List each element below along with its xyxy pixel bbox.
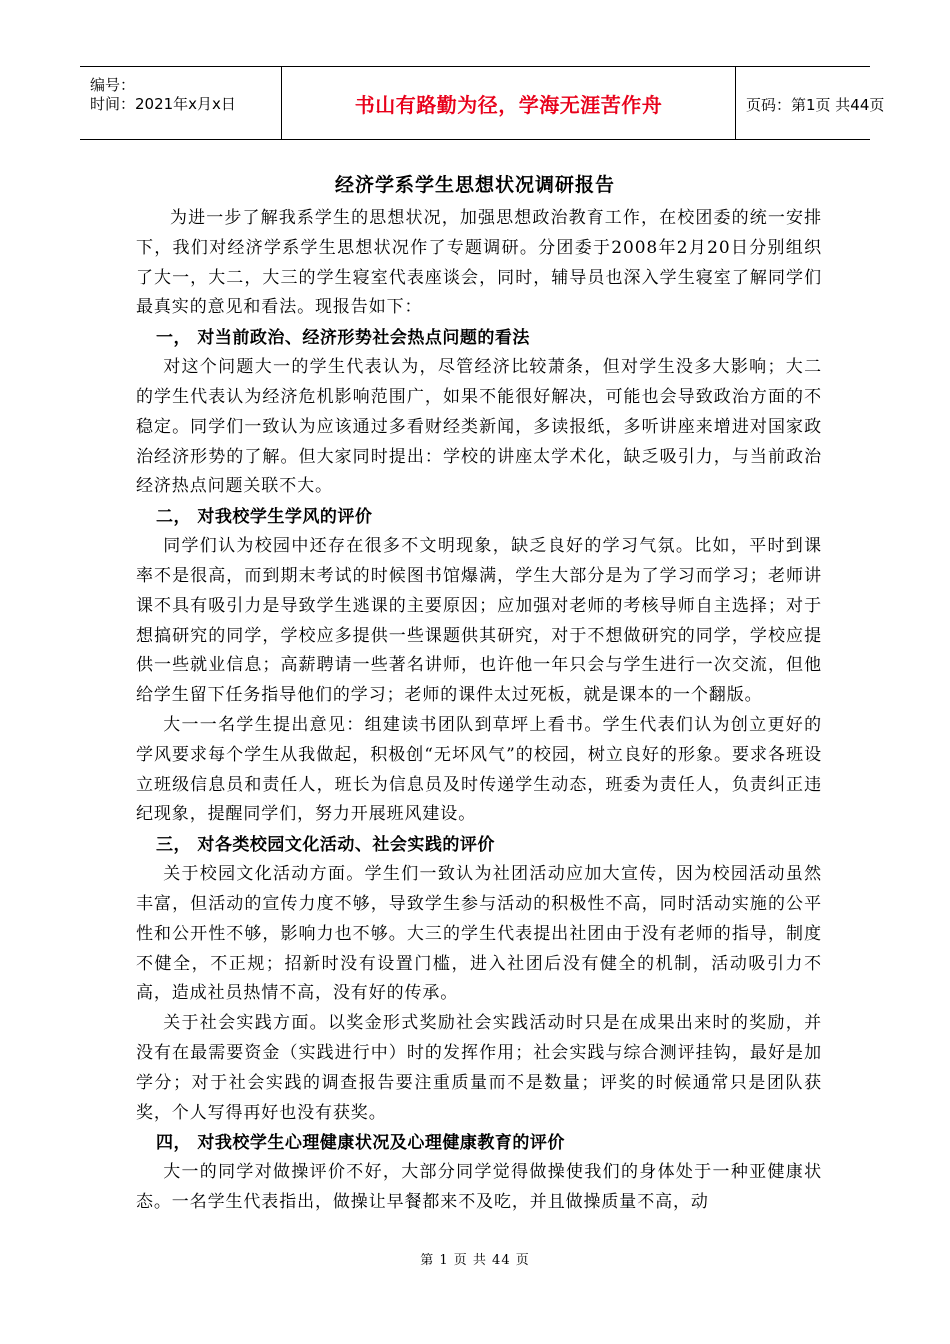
document-body (136, 204, 822, 1218)
section-2-heading: 二， 对我校学生学风的评价 (156, 507, 373, 528)
section-4-paragraph-1: 大一的同学对做操评价不好，大部分同学觉得做操使我们的身体处于一种亚健康状态。一名学生代表指出，做操让早餐都来不及吃，并且做操质量不高，动 (136, 1162, 822, 1213)
section-1-paragraph: 对这个问题大一的学生代表认为，尽管经济比较萧条，但对学生没多大影响；大二的学生代表认为经济危机影响范围广，如果不能很好解决，可能也会导致政治方面的不稳定。同学们一致认为应该通过多看财经类新闻，多读报纸，多听讲座来增进对国家政治经济形势的了解。但大家同时提出：学校的讲座太学术化，缺乏吸引力，与当前政治经济热点问题关联不大。 (136, 357, 822, 497)
document-time-label: 时间：2021年x月x日 (90, 95, 236, 113)
page-footer: 第 1 页 共 44 页 (420, 1253, 530, 1268)
header-page-info: 页码：第1页 共44页 (746, 96, 885, 114)
section-3-paragraph-2: 关于社会实践方面。以奖金形式奖励社会实践活动时只是在成果出来时的奖励，并没有在最需要资金（实践进行中）时的发挥作用；社会实践与综合测评挂钩，最好是加学分；对于社会实践的调查报告要注重质量而不是数量；评奖的时候通常只是团队获奖，个人写得再好也没有获奖。 (136, 1013, 822, 1123)
section-2-paragraph-1: 同学们认为校园中还存在很多不文明现象，缺乏良好的学习气氛。比如，平时到课率不是很高，而到期末考试的时候图书馆爆满，学生大部分是为了学习而学习；老师讲课不具有吸引力是导致学生逃课的主要原因；应加强对老师的考核导师自主选择；对于想搞研究的同学，学校应多提供一些课题供其研究，对于不想做研究的同学，学校应提供一些就业信息；高薪聘请一些著名讲师，也许他一年只会与学生进行一次交流，但他给学生留下任务指导他们的学习；老师的课件太过死板，就是课本的一个翻版。 (136, 536, 822, 706)
header-motto-cell (281, 67, 736, 139)
page-header (80, 66, 885, 140)
intro-paragraph: 为进一步了解我系学生的思想状况，加强思想政治教育工作，在校团委的统一安排下，我们对经济学系学生思想状况作了专题调研。分团委于2008年2月20日分别组织了大一，大二，大三的学生寝室代表座谈会，同时，辅导员也深入学生寝室了解同学们最真实的意见和看法。现报告如下： (136, 208, 822, 318)
section-4-heading: 四， 对我校学生心理健康状况及心理健康教育的评价 (156, 1133, 565, 1154)
section-3-paragraph-1: 关于校园文化活动方面。学生们一致认为社团活动应加大宣传，因为校园活动虽然丰富，但活动的宣传力度不够，导致学生参与活动的积极性不高，同时活动实施的公平性和公开性不够，影响力也不够。大三的学生代表提出社团由于没有老师的指导，制度不健全，不正规；招新时没有设置门槛，进入社团后没有健全的机制，活动吸引力不高，造成社员热情不高，没有好的传承。 (136, 864, 822, 1004)
header-left-cell (80, 67, 280, 139)
header-motto: 书山有路勤为径，学海无涯苦作舟 (354, 93, 663, 117)
document-code-label: 编号： (90, 76, 136, 94)
header-right-cell (736, 67, 885, 139)
section-3-heading: 三， 对各类校园文化活动、社会实践的评价 (156, 835, 495, 856)
section-2-paragraph-2: 大一一名学生提出意见：组建读书团队到草坪上看书。学生代表们认为创立更好的学风要求每个学生从我做起，积极创“无坏风气”的校园，树立良好的形象。要求各班设立班级信息员和责任人，班长为信息员及时传递学生动态，班委为责任人，负责纠正违纪现象，提醒同学们，努力开展班风建设。 (136, 714, 822, 825)
section-1-heading: 一， 对当前政治、经济形势社会热点问题的看法 (156, 328, 530, 349)
document-title: 经济学系学生思想状况调研报告 (334, 174, 615, 196)
